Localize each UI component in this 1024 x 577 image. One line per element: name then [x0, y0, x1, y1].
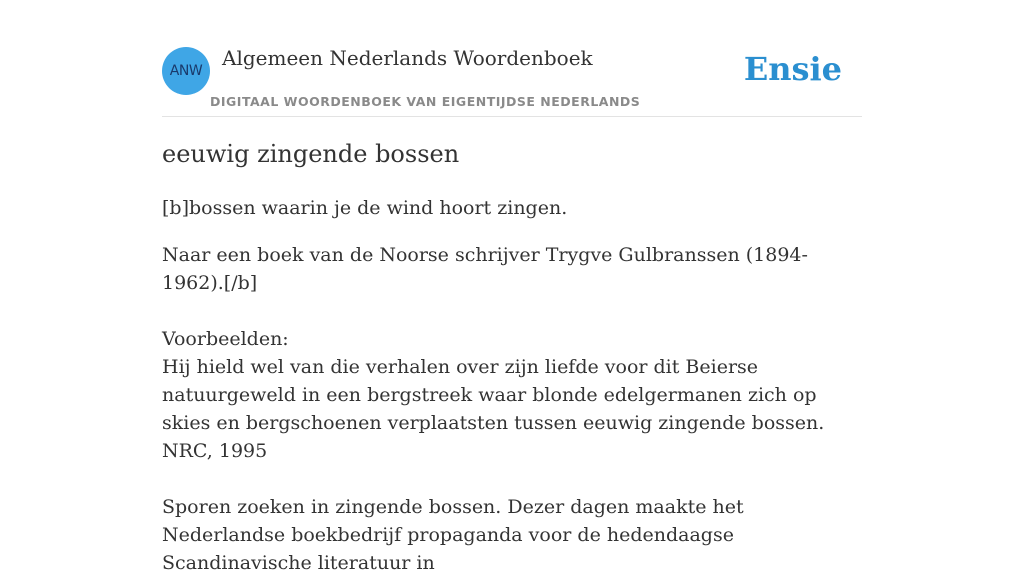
site-subtitle: DIGITAAL WOORDENBOEK VAN EIGENTIJDSE NEDERLANDS	[210, 94, 641, 109]
logo-text: ANW	[169, 63, 203, 79]
entry-headword: eeuwig zingende bossen	[162, 140, 460, 168]
site-title[interactable]: Algemeen Nederlands Woordenboek	[222, 46, 593, 70]
ensie-brand-link[interactable]: Ensie	[743, 50, 842, 88]
example-text: Sporen zoeken in zingende bossen. Dezer dagen maakte het Nederlandse boekbedrijf propaganda voor de hedendaagse Scandinavische literatuur in	[162, 496, 744, 574]
example-source: NRC, 1995	[162, 440, 268, 462]
entry-definition: [b]bossen waarin je de wind hoort zingen.	[162, 197, 568, 219]
entry-content	[162, 136, 862, 577]
anw-logo[interactable]	[162, 47, 210, 95]
entry-source-note: Naar een boek van de Noorse schrijver Trygve Gulbranssen (1894-1962).[/b]	[162, 244, 808, 294]
example-text: Hij hield wel van die verhalen over zijn liefde voor dit Beierse natuurgeweld in een bergstreek waar blonde edelgermanen zich op skies en bergschoenen verplaatsten tussen eeuwig zingende bossen.	[162, 356, 825, 434]
site-header	[162, 40, 862, 117]
examples-label: Voorbeelden:	[162, 328, 289, 350]
